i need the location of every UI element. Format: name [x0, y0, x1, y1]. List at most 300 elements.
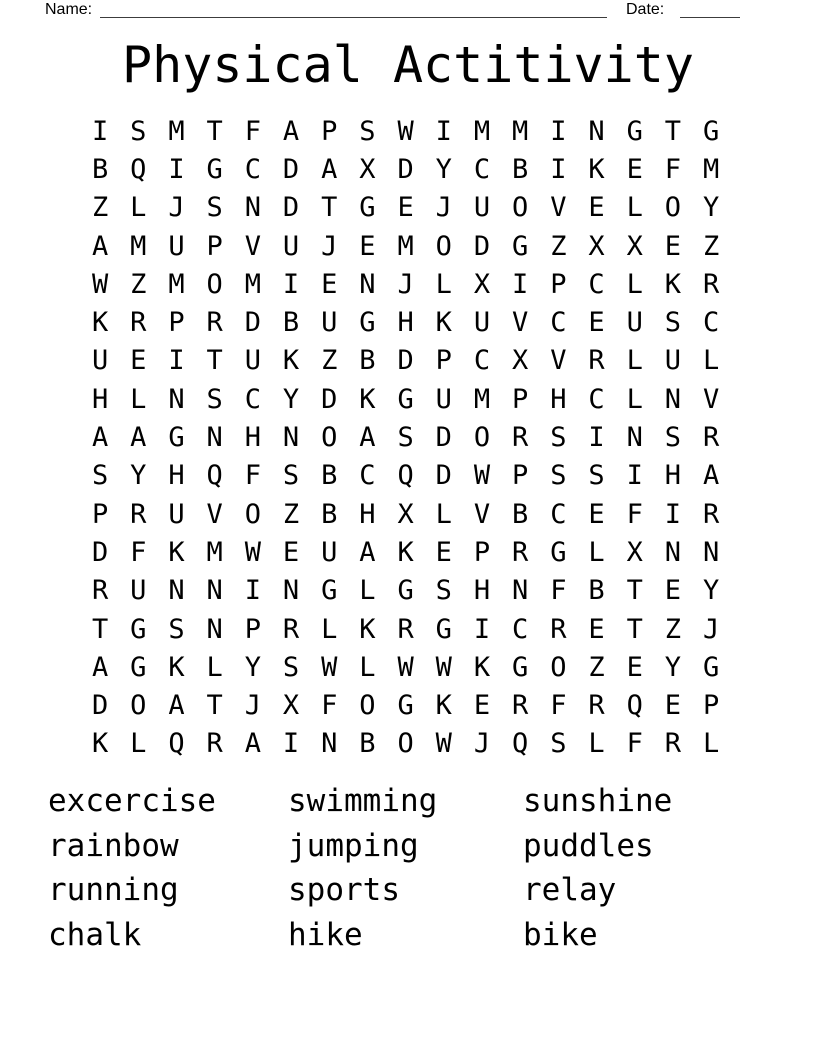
grid-letter-r2-c10: Y	[435, 153, 452, 185]
grid-letter-r4-c7: J	[321, 230, 338, 262]
grid-letter-r10-c17: A	[702, 460, 720, 492]
grid-letter-r14-c17: J	[702, 613, 720, 645]
grid-letter-r3-c16: O	[664, 192, 682, 224]
grid-letter-r11-c11: V	[473, 498, 491, 530]
grid-letter-r8-c4: S	[206, 383, 223, 415]
grid-letter-r3-c8: G	[359, 192, 376, 224]
date-blank-line	[680, 17, 740, 18]
grid-letter-r4-c13: Z	[550, 230, 567, 262]
grid-letter-r1-c16: T	[664, 115, 682, 147]
grid-letter-r14-c5: P	[244, 613, 261, 645]
grid-letter-r3-c7: T	[321, 192, 338, 224]
grid-letter-r6-c2: R	[130, 307, 147, 339]
grid-letter-r1-c15: G	[626, 115, 643, 147]
grid-letter-r8-c8: K	[359, 383, 376, 415]
grid-letter-r3-c10: J	[435, 192, 452, 224]
word-list-item-swimming: swimming	[288, 783, 438, 819]
grid-letter-r10-c16: H	[664, 460, 682, 492]
grid-letter-r10-c11: W	[473, 460, 491, 492]
grid-letter-r12-c7: U	[321, 536, 338, 568]
grid-letter-r13-c9: G	[397, 575, 414, 607]
grid-letter-r6-c1: K	[91, 307, 109, 339]
grid-letter-r5-c11: X	[473, 268, 491, 300]
grid-letter-r9-c5: H	[244, 422, 261, 454]
grid-letter-r3-c4: S	[206, 192, 223, 224]
grid-letter-r9-c6: N	[282, 422, 300, 454]
grid-letter-r12-c12: R	[512, 536, 529, 568]
grid-letter-r9-c2: A	[130, 422, 147, 454]
grid-letter-r17-c16: R	[664, 728, 682, 760]
grid-letter-r11-c15: F	[626, 498, 643, 530]
grid-letter-r11-c10: L	[435, 498, 452, 530]
grid-letter-r12-c8: A	[359, 536, 376, 568]
grid-letter-r16-c10: K	[435, 690, 452, 722]
grid-letter-r1-c12: M	[512, 115, 529, 147]
grid-letter-r6-c10: K	[435, 307, 452, 339]
grid-letter-r11-c2: R	[130, 498, 147, 530]
grid-letter-r1-c10: I	[435, 115, 452, 147]
grid-letter-r15-c4: L	[206, 651, 223, 683]
grid-letter-r7-c3: I	[168, 345, 185, 377]
grid-letter-r8-c2: L	[130, 383, 147, 415]
grid-letter-r10-c13: S	[550, 460, 567, 492]
grid-letter-r4-c17: Z	[702, 230, 720, 262]
grid-letter-r7-c2: E	[130, 345, 147, 377]
grid-letter-r14-c6: R	[282, 613, 300, 645]
grid-letter-r5-c1: W	[91, 268, 109, 300]
grid-letter-r17-c12: Q	[512, 728, 529, 760]
grid-letter-r15-c13: O	[550, 651, 567, 683]
grid-letter-r10-c9: Q	[397, 460, 414, 492]
grid-letter-r2-c5: C	[244, 153, 261, 185]
grid-letter-r13-c8: L	[359, 575, 376, 607]
grid-letter-r5-c2: Z	[130, 268, 147, 300]
grid-letter-r9-c14: I	[588, 422, 605, 454]
grid-letter-r17-c6: I	[282, 728, 300, 760]
grid-letter-r2-c9: D	[397, 153, 414, 185]
word-list-item-running: running	[48, 872, 179, 908]
grid-letter-r6-c11: U	[473, 307, 491, 339]
grid-letter-r12-c17: N	[702, 536, 720, 568]
grid-letter-r5-c8: N	[359, 268, 376, 300]
name-label: Name:	[45, 1, 93, 18]
grid-letter-r7-c11: C	[473, 345, 491, 377]
grid-letter-r8-c15: L	[626, 383, 643, 415]
grid-letter-r8-c13: H	[550, 383, 567, 415]
grid-letter-r16-c7: F	[321, 690, 338, 722]
grid-letter-r7-c9: D	[397, 345, 414, 377]
grid-letter-r14-c8: K	[359, 613, 376, 645]
grid-letter-r9-c13: S	[550, 422, 567, 454]
grid-letter-r8-c5: C	[244, 383, 261, 415]
grid-letter-r13-c12: N	[512, 575, 529, 607]
grid-letter-r14-c1: T	[91, 613, 109, 645]
grid-letter-r17-c1: K	[91, 728, 109, 760]
grid-letter-r2-c6: D	[282, 153, 300, 185]
grid-letter-r9-c10: D	[435, 422, 452, 454]
grid-letter-r2-c16: F	[664, 153, 682, 185]
grid-letter-r8-c12: P	[512, 383, 529, 415]
grid-letter-r10-c4: Q	[206, 460, 223, 492]
grid-letter-r2-c1: B	[91, 153, 109, 185]
grid-letter-r17-c8: B	[359, 728, 376, 760]
grid-letter-r7-c14: R	[588, 345, 605, 377]
grid-letter-r12-c15: X	[626, 536, 643, 568]
grid-letter-r11-c8: H	[359, 498, 376, 530]
grid-letter-r9-c3: G	[168, 422, 185, 454]
grid-letter-r17-c5: A	[244, 728, 261, 760]
grid-letter-r16-c1: D	[91, 690, 109, 722]
grid-letter-r14-c14: E	[588, 613, 605, 645]
grid-letter-r5-c15: L	[626, 268, 643, 300]
grid-letter-r12-c4: M	[206, 536, 223, 568]
grid-letter-r11-c12: B	[512, 498, 529, 530]
grid-letter-r10-c2: Y	[130, 460, 147, 492]
grid-letter-r10-c12: P	[512, 460, 529, 492]
grid-letter-r17-c15: F	[626, 728, 643, 760]
grid-letter-r15-c5: Y	[244, 651, 261, 683]
grid-letter-r17-c7: N	[321, 728, 338, 760]
grid-letter-r3-c15: L	[626, 192, 643, 224]
grid-letter-r4-c12: G	[512, 230, 529, 262]
grid-letter-r7-c17: L	[702, 345, 720, 377]
grid-letter-r2-c15: E	[626, 153, 643, 185]
grid-letter-r13-c7: G	[321, 575, 338, 607]
grid-letter-r16-c11: E	[473, 690, 491, 722]
grid-letter-r11-c13: C	[550, 498, 567, 530]
grid-letter-r6-c12: V	[512, 307, 529, 339]
grid-letter-r4-c2: M	[130, 230, 147, 262]
grid-letter-r13-c11: H	[473, 575, 491, 607]
grid-letter-r17-c9: O	[397, 728, 414, 760]
grid-letter-r9-c7: O	[321, 422, 338, 454]
grid-letter-r1-c8: S	[359, 115, 376, 147]
grid-letter-r4-c10: O	[435, 230, 452, 262]
grid-letter-r2-c7: A	[321, 153, 338, 185]
grid-letter-r1-c7: P	[321, 115, 338, 147]
grid-letter-r2-c2: Q	[130, 153, 147, 185]
grid-letter-r3-c9: E	[397, 192, 414, 224]
grid-letter-r8-c7: D	[321, 383, 338, 415]
grid-letter-r8-c1: H	[91, 383, 109, 415]
grid-letter-r8-c16: N	[664, 383, 682, 415]
grid-letter-r12-c9: K	[397, 536, 414, 568]
grid-letter-r1-c3: M	[168, 115, 185, 147]
grid-letter-r4-c15: X	[626, 230, 643, 262]
grid-letter-r6-c8: G	[359, 307, 376, 339]
grid-letter-r13-c2: U	[130, 575, 147, 607]
grid-letter-r7-c12: X	[512, 345, 529, 377]
grid-letter-r6-c14: E	[588, 307, 605, 339]
grid-letter-r8-c10: U	[435, 383, 452, 415]
grid-letter-r12-c10: E	[435, 536, 452, 568]
grid-letter-r3-c2: L	[130, 192, 147, 224]
grid-letter-r15-c9: W	[397, 651, 414, 683]
grid-letter-r13-c16: E	[664, 575, 682, 607]
grid-letter-r7-c10: P	[435, 345, 452, 377]
grid-letter-r7-c7: Z	[321, 345, 338, 377]
grid-letter-r2-c11: C	[473, 153, 491, 185]
grid-letter-r15-c3: K	[168, 651, 185, 683]
grid-letter-r15-c16: Y	[664, 651, 682, 683]
grid-letter-r2-c4: G	[206, 153, 223, 185]
grid-letter-r15-c7: W	[321, 651, 338, 683]
grid-letter-r17-c13: S	[550, 728, 567, 760]
grid-letter-r6-c3: P	[168, 307, 185, 339]
grid-letter-r16-c14: R	[588, 690, 605, 722]
grid-letter-r13-c4: N	[206, 575, 223, 607]
grid-letter-r5-c14: C	[588, 268, 605, 300]
grid-letter-r17-c14: L	[588, 728, 605, 760]
grid-letter-r5-c16: K	[664, 268, 682, 300]
word-list-item-hike: hike	[288, 916, 363, 953]
grid-letter-r6-c4: R	[206, 307, 223, 339]
grid-letter-r10-c8: C	[359, 460, 376, 492]
grid-letter-r10-c5: F	[244, 460, 261, 492]
grid-letter-r16-c17: P	[702, 690, 720, 722]
grid-letter-r15-c6: S	[282, 651, 300, 683]
grid-letter-r17-c3: Q	[168, 728, 185, 760]
grid-letter-r14-c11: I	[473, 613, 491, 645]
grid-letter-r3-c14: E	[588, 192, 605, 224]
grid-letter-r1-c2: S	[130, 115, 147, 147]
word-list-item-puddles: puddles	[523, 827, 654, 864]
grid-letter-r6-c7: U	[321, 307, 338, 339]
word-search-grid	[81, 112, 730, 763]
grid-letter-r11-c4: V	[206, 498, 223, 530]
grid-letter-r4-c6: U	[282, 230, 300, 262]
grid-letter-r16-c8: O	[359, 690, 376, 722]
word-list-column-3	[523, 779, 672, 957]
grid-letter-r8-c6: Y	[282, 383, 300, 415]
grid-letter-r7-c1: U	[91, 345, 109, 377]
grid-letter-r14-c15: T	[626, 613, 643, 645]
grid-letter-r17-c10: W	[435, 728, 452, 760]
grid-letter-r14-c10: G	[435, 613, 452, 645]
grid-letter-r4-c1: A	[91, 230, 109, 262]
grid-letter-r13-c10: S	[435, 575, 452, 607]
grid-letter-r5-c5: M	[244, 268, 261, 300]
grid-letter-r5-c17: R	[702, 268, 720, 300]
grid-letter-r14-c3: S	[168, 613, 185, 645]
word-list-item-sports: sports	[288, 872, 400, 908]
grid-letter-r15-c1: A	[91, 651, 109, 683]
grid-letter-r8-c11: M	[473, 383, 491, 415]
grid-letter-r12-c11: P	[473, 536, 491, 568]
grid-letter-r3-c13: V	[550, 192, 567, 224]
grid-letter-r6-c6: B	[282, 307, 300, 339]
grid-letter-r5-c7: E	[321, 268, 338, 300]
grid-letter-r15-c11: K	[473, 651, 491, 683]
grid-letter-r16-c5: J	[244, 690, 261, 722]
grid-letter-r4-c5: V	[244, 230, 261, 262]
grid-letter-r10-c10: D	[435, 460, 452, 492]
word-list-item-excercise: excercise	[48, 783, 216, 819]
grid-letter-r10-c7: B	[321, 460, 338, 492]
grid-letter-r1-c6: A	[282, 115, 300, 147]
grid-letter-r1-c9: W	[397, 115, 414, 147]
word-list-item-bike: bike	[523, 916, 598, 953]
grid-letter-r12-c16: N	[664, 536, 682, 568]
grid-letter-r17-c11: J	[473, 728, 491, 760]
grid-letter-r8-c3: N	[168, 383, 185, 415]
grid-letter-r3-c17: Y	[702, 192, 720, 224]
grid-letter-r12-c1: D	[91, 536, 109, 568]
grid-letter-r4-c4: P	[206, 230, 223, 262]
grid-letter-r14-c7: L	[321, 613, 338, 645]
grid-letter-r15-c2: G	[130, 651, 147, 683]
grid-letter-r3-c11: U	[473, 192, 491, 224]
grid-letter-r3-c6: D	[282, 192, 300, 224]
grid-letter-r12-c6: E	[282, 536, 300, 568]
grid-letter-r2-c13: I	[550, 153, 567, 185]
grid-letter-r13-c14: B	[588, 575, 605, 607]
grid-letter-r12-c5: W	[244, 536, 261, 568]
grid-letter-r11-c1: P	[91, 498, 109, 530]
grid-letter-r15-c8: L	[359, 651, 376, 683]
grid-letter-r4-c16: E	[664, 230, 682, 262]
grid-letter-r17-c17: L	[702, 728, 720, 760]
grid-letter-r13-c17: Y	[702, 575, 720, 607]
grid-letter-r12-c3: K	[168, 536, 185, 568]
grid-letter-r8-c9: G	[397, 383, 414, 415]
grid-letter-r11-c17: R	[702, 498, 720, 530]
grid-letter-r4-c11: D	[473, 230, 491, 262]
grid-letter-r3-c5: N	[244, 192, 261, 224]
grid-letter-r10-c15: I	[626, 460, 643, 492]
grid-letter-r15-c17: G	[702, 651, 720, 683]
grid-letter-r16-c16: E	[664, 690, 682, 722]
grid-letter-r10-c3: H	[168, 460, 185, 492]
grid-letter-r3-c12: O	[512, 192, 529, 224]
grid-letter-r16-c15: Q	[626, 690, 643, 722]
grid-letter-r11-c3: U	[168, 498, 185, 530]
grid-letter-r11-c7: B	[321, 498, 338, 530]
grid-letter-r9-c9: S	[397, 422, 414, 454]
grid-letter-r11-c16: I	[664, 498, 682, 530]
grid-letter-r2-c14: K	[588, 153, 605, 185]
grid-letter-r9-c11: O	[473, 422, 491, 454]
grid-letter-r15-c12: G	[512, 651, 529, 683]
grid-letter-r6-c16: S	[664, 307, 682, 339]
grid-letter-r14-c9: R	[397, 613, 414, 645]
grid-letter-r13-c1: R	[91, 575, 109, 607]
grid-letter-r5-c12: I	[512, 268, 529, 300]
grid-letter-r10-c14: S	[588, 460, 605, 492]
grid-letter-r2-c8: X	[359, 153, 376, 185]
grid-letter-r8-c17: V	[702, 383, 720, 415]
grid-letter-r9-c15: N	[626, 422, 643, 454]
grid-letter-r5-c4: O	[206, 268, 223, 300]
grid-letter-r16-c6: X	[282, 690, 300, 722]
grid-letter-r2-c17: M	[702, 153, 720, 185]
grid-letter-r10-c6: S	[282, 460, 300, 492]
grid-letter-r4-c9: M	[397, 230, 414, 262]
grid-letter-r13-c6: N	[282, 575, 300, 607]
grid-letter-r10-c1: S	[91, 460, 109, 492]
grid-letter-r6-c15: U	[626, 307, 643, 339]
grid-letter-r12-c13: G	[550, 536, 567, 568]
grid-letter-r4-c3: U	[168, 230, 185, 262]
grid-letter-r1-c17: G	[702, 115, 720, 147]
grid-letter-r13-c15: T	[626, 575, 643, 607]
grid-letter-r11-c5: O	[244, 498, 261, 530]
grid-letter-r16-c2: O	[130, 690, 147, 722]
grid-letter-r16-c3: A	[168, 690, 185, 722]
grid-letter-r1-c1: I	[91, 115, 109, 147]
grid-letter-r13-c13: F	[550, 575, 567, 607]
grid-letter-r7-c4: T	[206, 345, 223, 377]
name-blank-line	[100, 17, 607, 18]
grid-letter-r4-c14: X	[588, 230, 605, 262]
grid-letter-r9-c4: N	[206, 422, 223, 454]
grid-letter-r9-c16: S	[664, 422, 682, 454]
grid-letter-r5-c6: I	[282, 268, 300, 300]
grid-letter-r6-c9: H	[397, 307, 414, 339]
grid-letter-r5-c9: J	[397, 268, 414, 300]
grid-letter-r9-c8: A	[359, 422, 376, 454]
grid-letter-r17-c4: R	[206, 728, 223, 760]
word-list-item-chalk: chalk	[48, 916, 142, 953]
grid-letter-r6-c17: C	[702, 307, 720, 339]
grid-letter-r11-c14: E	[588, 498, 605, 530]
word-list-item-rainbow: rainbow	[48, 827, 179, 864]
grid-letter-r9-c17: R	[702, 422, 720, 454]
grid-letter-r8-c14: C	[588, 383, 605, 415]
grid-letter-r12-c14: L	[588, 536, 605, 568]
grid-letter-r3-c1: Z	[91, 192, 109, 224]
grid-letter-r15-c10: W	[435, 651, 452, 683]
grid-letter-r7-c6: K	[282, 345, 300, 377]
grid-letter-r4-c8: E	[359, 230, 376, 262]
word-list-item-relay: relay	[523, 872, 617, 908]
grid-letter-r1-c4: T	[206, 115, 223, 147]
grid-letter-r12-c2: F	[130, 536, 147, 568]
grid-letter-r7-c16: U	[664, 345, 682, 377]
grid-letter-r13-c3: N	[168, 575, 185, 607]
grid-letter-r14-c13: R	[550, 613, 567, 645]
grid-letter-r6-c5: D	[244, 307, 261, 339]
grid-letter-r14-c2: G	[130, 613, 147, 645]
grid-letter-r2-c3: I	[168, 153, 185, 185]
grid-letter-r7-c13: V	[550, 345, 567, 377]
grid-letter-r7-c5: U	[244, 345, 261, 377]
page-title: Physical Actitivity	[122, 36, 694, 94]
word-list-item-jumping: jumping	[288, 827, 419, 864]
grid-letter-r1-c13: I	[550, 115, 567, 147]
grid-letter-r14-c12: C	[512, 613, 529, 645]
grid-letter-r1-c14: N	[588, 115, 605, 147]
grid-letter-r5-c10: L	[435, 268, 452, 300]
grid-letter-r5-c13: P	[550, 268, 567, 300]
grid-letter-r16-c12: R	[512, 690, 529, 722]
grid-letter-r11-c9: X	[397, 498, 414, 530]
grid-letter-r15-c15: E	[626, 651, 643, 683]
grid-letter-r2-c12: B	[512, 153, 529, 185]
grid-letter-r16-c13: F	[550, 690, 567, 722]
word-list-item-sunshine: sunshine	[523, 783, 673, 819]
date-label: Date:	[626, 1, 665, 18]
grid-letter-r9-c12: R	[512, 422, 529, 454]
grid-letter-r1-c11: M	[473, 115, 491, 147]
grid-letter-r14-c4: N	[206, 613, 223, 645]
grid-letter-r3-c3: J	[168, 192, 185, 224]
grid-letter-r16-c9: G	[397, 690, 414, 722]
grid-letter-r16-c4: T	[206, 690, 223, 722]
grid-letter-r5-c3: M	[168, 268, 185, 300]
grid-letter-r14-c16: Z	[664, 613, 682, 645]
grid-letter-r6-c13: C	[550, 307, 567, 339]
